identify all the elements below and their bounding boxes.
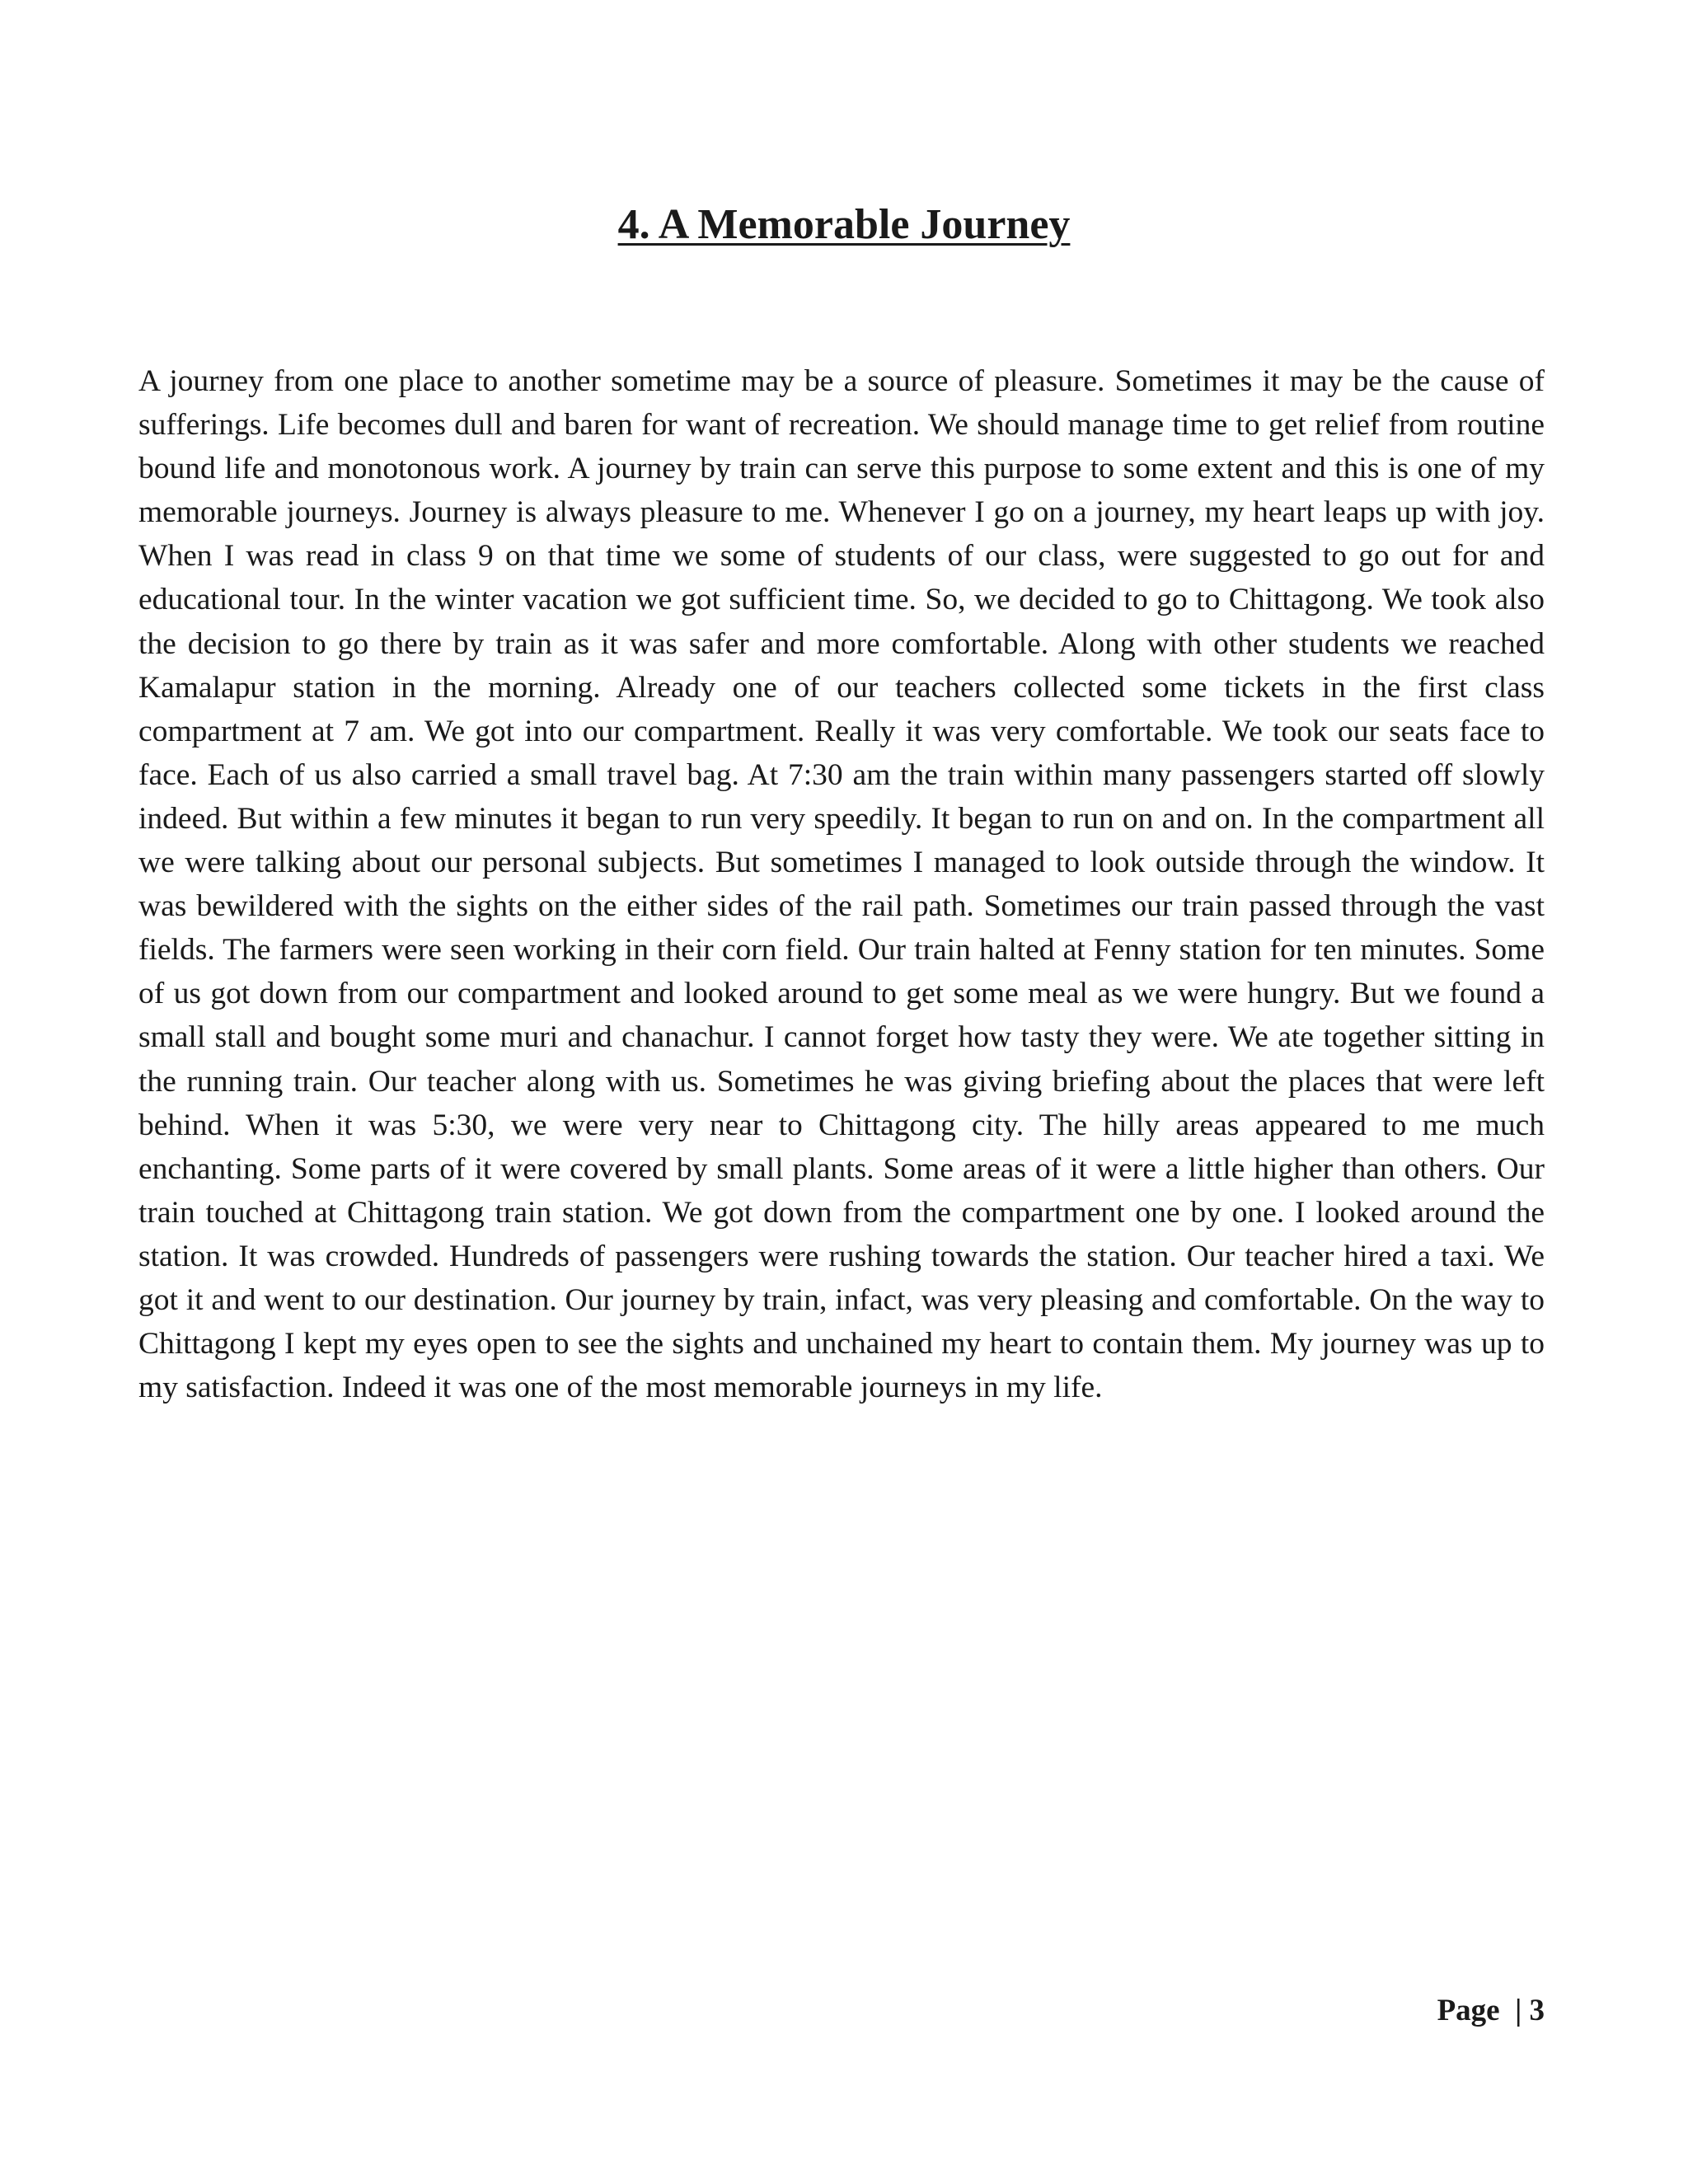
essay-paragraph: A journey from one place to another sometime may be a source of pleasure. Sometimes it may be the cause of sufferings. Life becomes dull and baren for want of recreation. We should manage time to get relief from routine bound life and monotonous work. A journey by train can serve this purpose to some extent and this is one of my memorable journeys. Journey is always pleasure to me. Whenever I go on a journey, my heart leaps up with joy. When I was read in class 9 on that time we some of students of our class, were suggested to go out for and educational tour. In the winter vacation we got sufficient time. So, we decided to go to Chittagong. We took also the decision to go there by train as it was safer and more comfortable. Along with other students we reached Kamalapur station in the morning. Already one of our teachers collected some tickets in the first class compartment at 7 am. We got into our compartment. Really it was very comfortable. We took our seats face to face. Each of us also carried a small travel bag. At 7:30 am the train within many passengers started off slowly indeed. But within a few minutes it began to run very speedily. It began to run on and on. In the compartment all we were talking about our personal subjects. But sometimes I managed to look outside through the window. It was bewildered with the sights on the either sides of the rail path. Sometimes our train passed through the vast fields. The farmers were seen working in their corn field. Our train halted at Fenny station for ten minutes. Some of us got down from our compartment and looked around to get some meal as we were hungry. But we found a small stall and bought some muri and chanachur. I cannot forget how tasty they were. We ate together sitting in the running train. Our teacher along with us. Sometimes he was giving briefing about the places that were left behind. When it was 5:30, we were very near to Chittagong city. The hilly areas appeared to me much enchanting. Some parts of it were covered by small plants. Some areas of it were a little higher than others. Our train touched at Chittagong train station. We got down from the compartment one by one. I looked around the station. It was crowded. Hundreds of passengers were rushing towards the station. Our teacher hired a taxi. We got it and went to our destination. Our journey by train, infact, was very pleasing and comfortable. On the way to Chittagong I kept my eyes open to see the sights and unchained my heart to contain them. My journey was up to my satisfaction. Indeed it was one of the most memorable journeys in my life. [138,364,1545,1405]
page-title: 4. A Memorable Journey [617,201,1071,248]
page-number: Page | 3 [1437,1994,1545,2027]
